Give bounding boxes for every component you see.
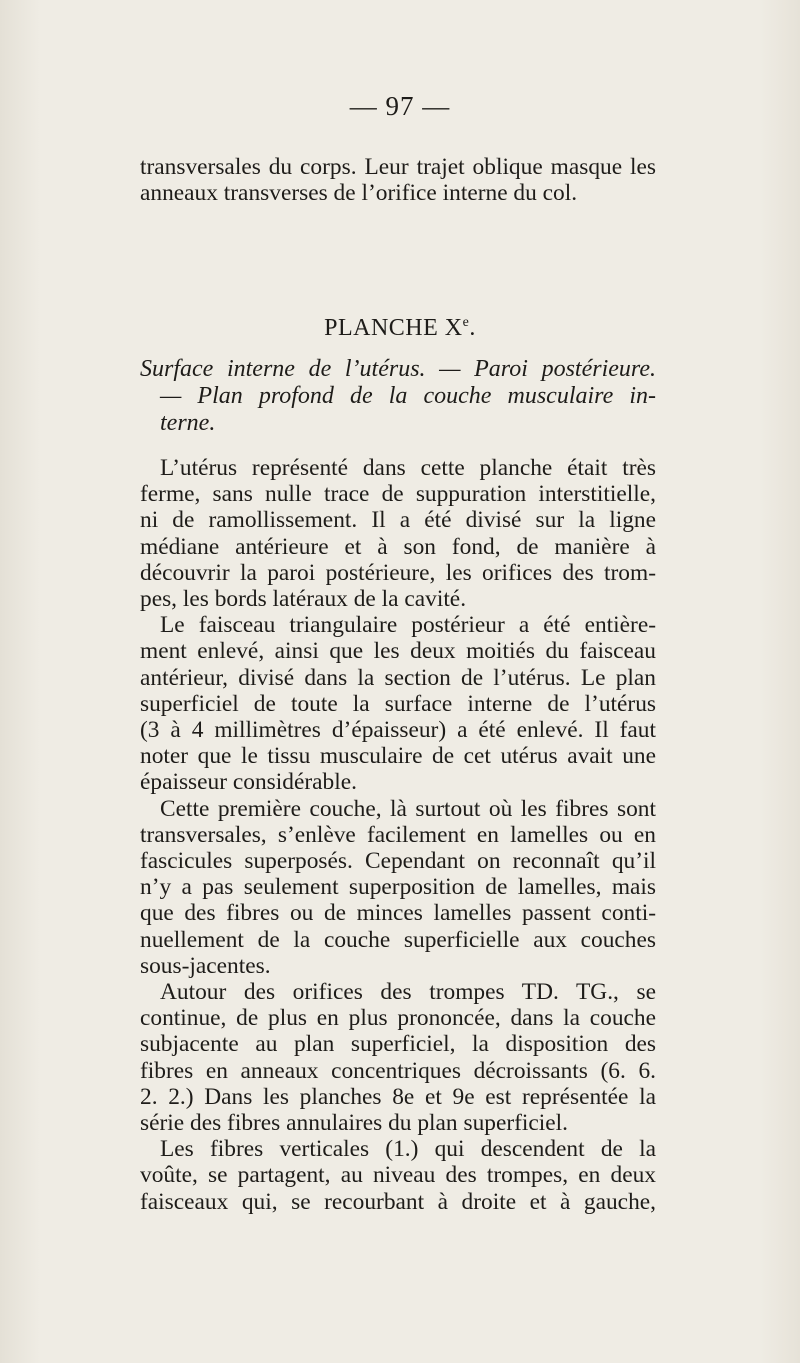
text-line: ment enlevé, ainsi que les deux moitiés du faisceau <box>140 638 656 665</box>
text-line: que des fibres ou de minces lamelles passent conti- <box>140 900 656 927</box>
text-line: épaisseur considérable. <box>140 769 357 796</box>
text-line: pes, les bords latéraux de la cavité. <box>140 586 467 613</box>
subtitle-line: Surface interne de l’utérus. — Paroi postérieure. <box>140 356 656 382</box>
text-line: ni de ramollissement. Il a été divisé sur la ligne <box>140 507 656 534</box>
text-line: ferme, sans nulle trace de suppuration interstitielle, <box>140 481 656 508</box>
text-line: antérieur, divisé dans la section de l’utérus. Le plan <box>140 664 656 691</box>
text-line: transversales, s’enlève facilement en lamelles ou en <box>140 821 656 848</box>
text-line: médiane antérieure et à son fond, de manière à <box>140 533 656 560</box>
plate-subtitle <box>140 356 656 437</box>
text-line: L’utérus représenté dans cette planche était très <box>160 455 656 481</box>
text-line: Les fibres verticales (1.) qui descendent de la <box>160 1136 656 1163</box>
text-line: série des fibres annulaires du plan superficiel. <box>140 1110 569 1137</box>
text-line: Le faisceau triangulaire postérieur a été entière- <box>160 612 656 639</box>
text-line: superficiel de toute la surface interne de l’utérus <box>140 690 656 717</box>
text-line: 2. 2.) Dans les planches 8e et 9e est représentée la <box>140 1083 656 1110</box>
text-line: continue, de plus en plus prononcée, dans la couche <box>140 1005 656 1032</box>
text-line: fascicules superposés. Cependant on reconnaît qu’il <box>140 848 656 875</box>
body-text <box>140 455 656 1215</box>
text-line: Cette première couche, là surtout où les fibres sont <box>160 795 656 822</box>
page-number: — 97 — <box>349 91 451 121</box>
text-line: n’y a pas seulement superposition de lamelles, mais <box>140 874 656 901</box>
plate-title-period: . <box>469 315 476 341</box>
text-line: (3 à 4 millimètres d’épaisseur) a été enlevé. Il faut <box>140 717 656 744</box>
text-line: Autour des orifices des trompes TD. TG., se <box>160 979 656 1006</box>
text-line: transversales du corps. Leur trajet oblique masque les <box>140 154 656 180</box>
subtitle-line: — Plan profond de la couche musculaire in- <box>160 383 656 409</box>
text-line: subjacente au plan superficiel, la disposition des <box>140 1031 656 1058</box>
text-line: faisceaux qui, se recourbant à droite et à gauche, <box>140 1188 656 1215</box>
plate-title-superscript: e <box>462 315 470 330</box>
subtitle-line: terne. <box>160 410 216 436</box>
intro-paragraph <box>140 154 656 206</box>
text-line: nuellement de la couche superficielle aux couches <box>140 926 656 953</box>
text-line: anneaux transverses de l’orifice interne du col. <box>140 180 578 207</box>
text-line: sous-jacentes. <box>140 952 271 979</box>
text-line: noter que le tissu musculaire de cet utérus avait une <box>140 743 656 770</box>
text-line: fibres en anneaux concentriques décroissants (6. 6. <box>140 1057 656 1084</box>
plate-title <box>0 315 800 342</box>
plate-title-text: PLANCHE X <box>324 315 463 341</box>
text-line: voûte, se partagent, au niveau des trompes, en deux <box>140 1162 656 1189</box>
text-line: découvrir la paroi postérieure, les orifices des trom- <box>140 559 656 586</box>
